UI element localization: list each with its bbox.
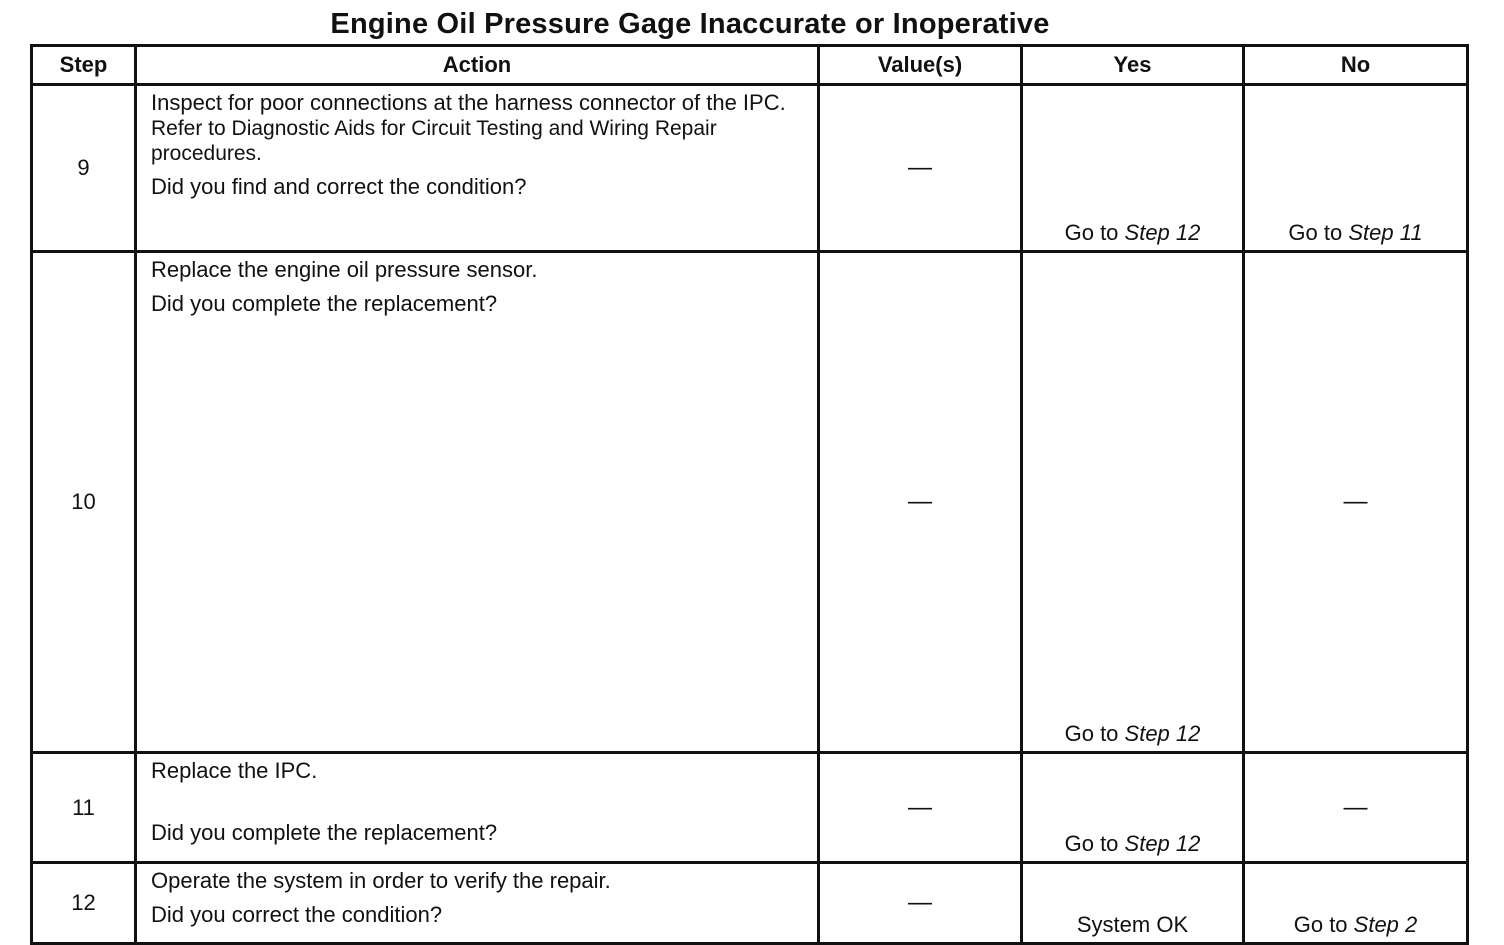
yes-result[interactable] [1023, 220, 1242, 246]
action-text: Replace the engine oil pressure sensor. [151, 257, 538, 282]
no-result[interactable] [1245, 220, 1466, 246]
header-action: Action [136, 46, 819, 85]
page-title: Engine Oil Pressure Gage Inaccurate or Inoperative [330, 8, 1050, 40]
no-cell [1244, 863, 1468, 944]
no-cell: — [1244, 252, 1468, 753]
step-number: 12 [32, 863, 136, 944]
table-row [32, 863, 1468, 944]
yes-result: System OK [1076, 912, 1189, 937]
yes-result[interactable] [1023, 831, 1242, 857]
spacer [151, 784, 807, 820]
yes-prefix: Go to [1064, 721, 1125, 746]
yes-cell [1022, 85, 1244, 252]
value-cell: — [819, 863, 1022, 944]
table-row [32, 85, 1468, 252]
table-header-row [32, 46, 1468, 85]
value-cell: — [819, 252, 1022, 753]
diagnostic-table [30, 44, 1469, 945]
header-yes: Yes [1022, 46, 1244, 85]
action-question: Did you find and correct the condition? [151, 174, 527, 199]
step-link[interactable]: Step 12 [1124, 721, 1201, 746]
action-cell [136, 753, 819, 863]
action-cell [136, 85, 819, 252]
value-cell: — [819, 753, 1022, 863]
yes-prefix: Go to [1064, 220, 1125, 245]
header-values: Value(s) [819, 46, 1022, 85]
header-no: No [1244, 46, 1468, 85]
step-number: 9 [32, 85, 136, 252]
yes-cell [1022, 753, 1244, 863]
step-link[interactable]: Step 11 [1348, 220, 1423, 245]
no-prefix: Go to [1293, 912, 1354, 937]
action-text: Refer to Diagnostic Aids for Circuit Testing and Wiring Repair procedures. [151, 117, 717, 165]
yes-prefix: Go to [1064, 831, 1125, 856]
action-cell [136, 863, 819, 944]
no-cell: — [1244, 753, 1468, 863]
yes-cell [1022, 863, 1244, 944]
action-question: Did you complete the replacement? [151, 820, 498, 845]
yes-result[interactable] [1023, 721, 1242, 747]
step-link[interactable]: Step 12 [1124, 831, 1201, 856]
action-question: Did you complete the replacement? [151, 291, 498, 316]
action-text: Replace the IPC. [151, 758, 318, 783]
no-cell [1244, 85, 1468, 252]
table-row [32, 753, 1468, 863]
action-cell [136, 252, 819, 753]
value-cell: — [819, 85, 1022, 252]
step-link[interactable]: Step 12 [1124, 220, 1201, 245]
no-prefix: Go to [1288, 220, 1349, 245]
action-text: Inspect for poor connections at the harness connector of the IPC. [151, 90, 786, 115]
header-step: Step [32, 46, 136, 85]
step-number: 10 [32, 252, 136, 753]
table-row [32, 252, 1468, 753]
action-question: Did you correct the condition? [151, 902, 443, 927]
step-link[interactable]: Step 2 [1353, 912, 1418, 937]
step-number: 11 [32, 753, 136, 863]
action-text: Operate the system in order to verify the repair. [151, 868, 611, 893]
yes-cell [1022, 252, 1244, 753]
no-result[interactable] [1245, 912, 1466, 938]
